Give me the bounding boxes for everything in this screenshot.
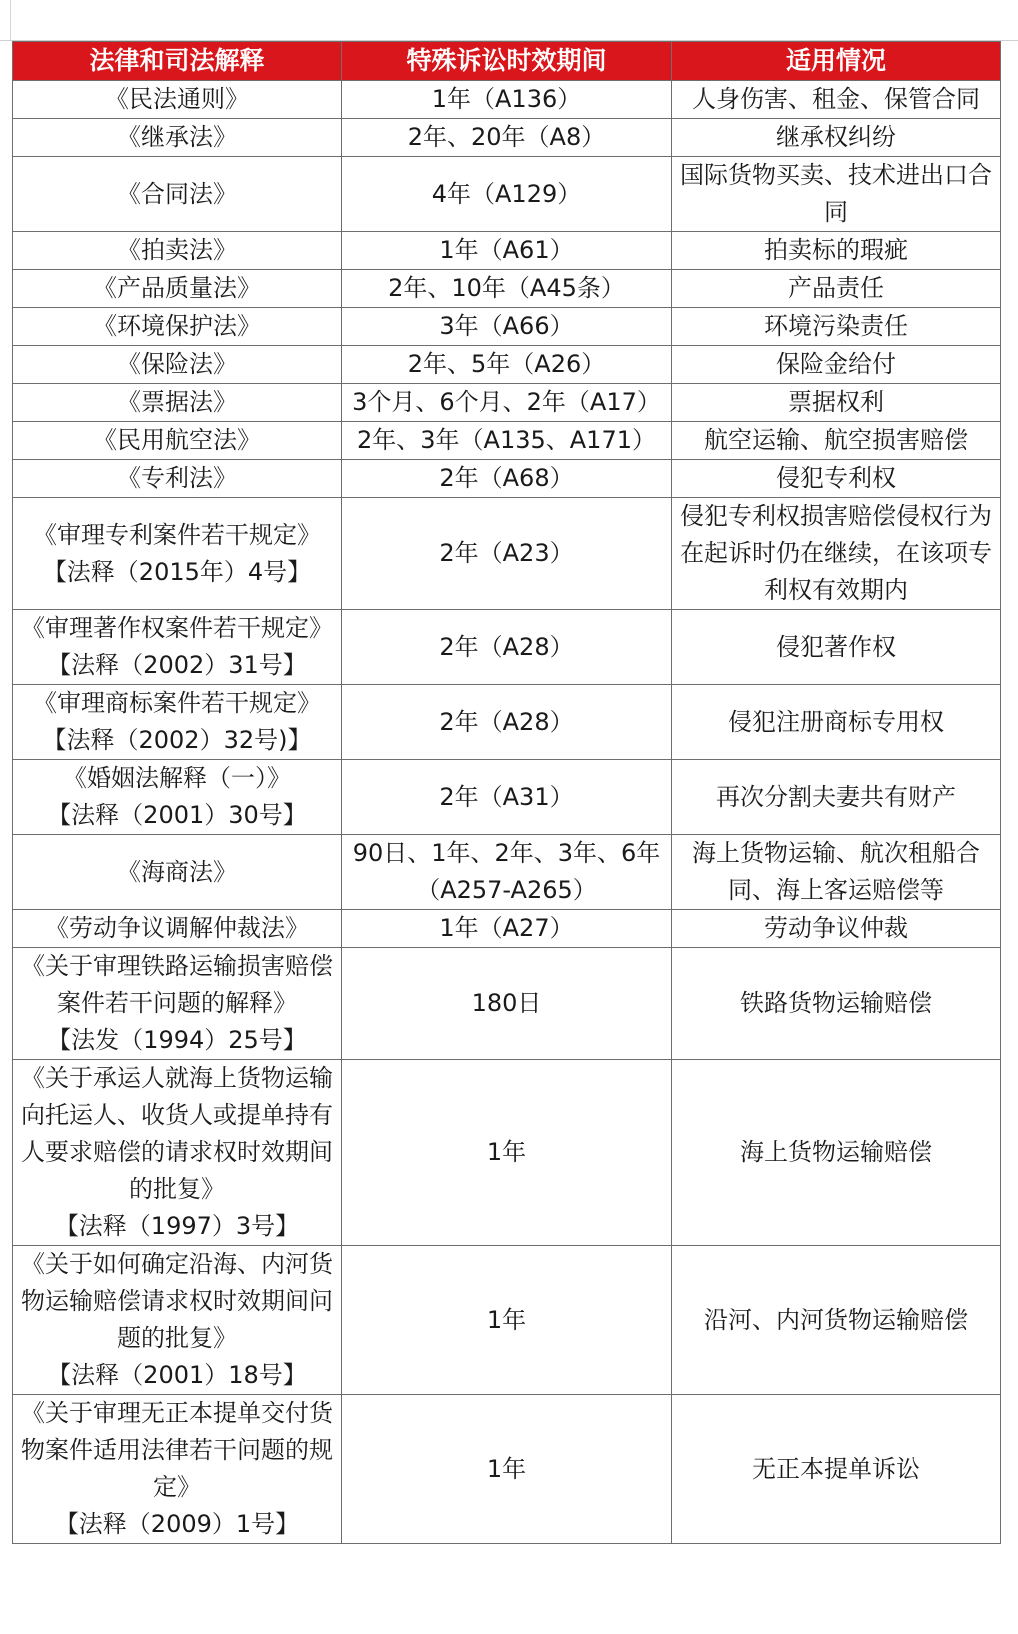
law-cell-text: 【法发（1994）25号】 (47, 1026, 307, 1054)
law-cell-text: 【法释（2015年）4号】 (42, 557, 312, 586)
period-cell-text: 2年（A31） (439, 782, 574, 811)
scope-cell-text: 海上货物运输、航次租船合同、海上客运赔偿等 (692, 839, 980, 904)
law-cell (13, 685, 342, 760)
scope-cell (672, 460, 1001, 498)
scope-cell-text: 票据权利 (788, 388, 884, 416)
scope-cell-text: 人身伤害、租金、保管合同 (692, 85, 980, 113)
table-row (13, 498, 1001, 610)
law-cell (13, 498, 342, 610)
scope-cell (672, 1246, 1001, 1395)
top-bar-divider (10, 0, 11, 40)
header-scope: 适用情况 (672, 42, 1001, 81)
law-cell-text: 【法释（2002）31号】 (47, 651, 307, 679)
period-cell-text: 1年（A27） (439, 914, 574, 942)
table-row (13, 232, 1001, 270)
table-row (13, 308, 1001, 346)
law-cell-text: 《拍卖法》 (117, 236, 237, 264)
period-cell (342, 422, 672, 460)
table-row (13, 1246, 1001, 1395)
period-cell-text: 1年 (486, 1305, 527, 1334)
scope-cell-text: 国际货物买卖、技术进出口合同 (680, 161, 992, 226)
scope-cell (672, 81, 1001, 119)
period-cell (342, 835, 672, 910)
scope-cell (672, 948, 1001, 1060)
period-cell (342, 119, 672, 157)
law-cell (13, 81, 342, 119)
period-cell (342, 1060, 672, 1246)
law-cell-text: 《海商法》 (117, 857, 237, 886)
law-cell-text: 【法释（2009）1号】 (54, 1510, 300, 1538)
law-cell (13, 346, 342, 384)
law-cell (13, 384, 342, 422)
scope-cell-text: 保险金给付 (776, 350, 896, 378)
law-cell-text: 【法释（2002）32号)】 (42, 726, 312, 754)
scope-cell-text: 侵犯专利权损害赔偿侵权行为在起诉时仍在继续，在该项专利权有效期内 (680, 502, 992, 604)
law-cell-text: 【法释（2001）30号】 (47, 801, 307, 829)
law-cell (13, 308, 342, 346)
law-cell (13, 270, 342, 308)
table-row (13, 346, 1001, 384)
period-cell (342, 948, 672, 1060)
limitation-period-table (12, 41, 1001, 1544)
scope-cell-text: 再次分割夫妻共有财产 (716, 782, 956, 811)
scope-cell (672, 384, 1001, 422)
scope-cell (672, 835, 1001, 910)
law-cell (13, 948, 342, 1060)
period-cell-text: 1年 (486, 1454, 527, 1483)
table-row (13, 157, 1001, 232)
scope-cell (672, 610, 1001, 685)
law-cell-text: 《继承法》 (117, 123, 237, 151)
law-cell-text: 《民用航空法》 (93, 426, 261, 454)
law-cell-text: 【法释（1997）3号】 (54, 1212, 300, 1240)
law-cell-text: 【法释（2001）18号】 (47, 1361, 307, 1389)
scope-cell-text: 沿河、内河货物运输赔偿 (704, 1305, 968, 1334)
period-cell-text: 2年（A28） (439, 632, 574, 661)
scope-cell-text: 继承权纠纷 (776, 123, 896, 151)
period-cell-text: 2年（A28） (439, 707, 574, 736)
law-cell (13, 760, 342, 835)
period-cell-text: 2年、5年（A26） (407, 350, 606, 378)
scope-cell (672, 498, 1001, 610)
period-cell-text: 1年 (486, 1138, 527, 1166)
table-row (13, 384, 1001, 422)
period-cell-text: 3个月、6个月、2年（A17） (352, 388, 661, 416)
scope-cell (672, 232, 1001, 270)
table-row (13, 760, 1001, 835)
period-cell (342, 610, 672, 685)
scope-cell-text: 海上货物运输赔偿 (740, 1138, 932, 1166)
law-cell (13, 1246, 342, 1395)
law-cell-text: 《产品质量法》 (93, 274, 261, 302)
law-cell (13, 610, 342, 685)
period-cell (342, 346, 672, 384)
table-row (13, 81, 1001, 119)
table-row (13, 119, 1001, 157)
period-cell-text: 2年、10年（A45条） (388, 274, 625, 302)
period-cell (342, 910, 672, 948)
period-cell-text: 2年（A23） (439, 539, 574, 567)
law-cell-text: 《审理著作权案件若干规定》 (21, 614, 333, 642)
period-cell (342, 81, 672, 119)
scope-cell (672, 119, 1001, 157)
law-cell-text: 《专利法》 (117, 464, 237, 492)
table-row (13, 1060, 1001, 1246)
period-cell-text: 2年、3年（A135、A171） (357, 426, 656, 454)
law-cell (13, 910, 342, 948)
table-row (13, 948, 1001, 1060)
header-law: 法律和司法解释 (13, 42, 342, 81)
table-row (13, 610, 1001, 685)
table-row (13, 1395, 1001, 1544)
scope-cell-text: 铁路货物运输赔偿 (740, 989, 932, 1017)
law-cell-text: 《关于审理无正本提单交付货物案件适用法律若干问题的规定》 (21, 1399, 333, 1501)
law-cell-text: 《关于如何确定沿海、内河货物运输赔偿请求权时效期间问题的批复》 (21, 1250, 333, 1352)
scope-cell-text: 拍卖标的瑕疵 (764, 236, 908, 264)
period-cell-text: 90日、1年、2年、3年、6年（A257-A265） (352, 839, 661, 904)
table-row (13, 910, 1001, 948)
table-body (13, 81, 1001, 1544)
law-cell (13, 119, 342, 157)
period-cell (342, 384, 672, 422)
table-row (13, 270, 1001, 308)
scope-cell-text: 航空运输、航空损害赔偿 (704, 426, 968, 454)
period-cell-text: 3年（A66） (439, 312, 574, 340)
period-cell (342, 460, 672, 498)
table-row (13, 685, 1001, 760)
law-cell (13, 1395, 342, 1544)
scope-cell (672, 910, 1001, 948)
period-cell-text: 1年（A61） (439, 236, 574, 264)
scope-cell (672, 157, 1001, 232)
law-cell-text: 《审理专利案件若干规定》 (33, 520, 321, 549)
law-cell-text: 《婚姻法解释（一）》 (63, 764, 291, 792)
scope-cell (672, 422, 1001, 460)
period-cell (342, 498, 672, 610)
law-cell-text: 《环境保护法》 (93, 312, 261, 340)
law-cell-text: 《民法通则》 (105, 85, 249, 113)
scope-cell-text: 无正本提单诉讼 (752, 1454, 920, 1483)
law-cell (13, 232, 342, 270)
period-cell (342, 685, 672, 760)
scope-cell-text: 侵犯专利权 (776, 464, 896, 492)
document-top-bar (0, 0, 1018, 41)
law-cell-text: 《合同法》 (117, 179, 237, 208)
period-cell (342, 270, 672, 308)
law-cell (13, 422, 342, 460)
scope-cell (672, 1060, 1001, 1246)
period-cell (342, 760, 672, 835)
period-cell-text: 4年（A129） (431, 179, 582, 208)
period-cell-text: 2年、20年（A8） (407, 123, 606, 151)
scope-cell-text: 劳动争议仲裁 (764, 914, 908, 942)
period-cell (342, 1395, 672, 1544)
scope-cell (672, 760, 1001, 835)
law-cell (13, 157, 342, 232)
period-cell (342, 308, 672, 346)
table-row (13, 422, 1001, 460)
law-cell (13, 460, 342, 498)
scope-cell (672, 1395, 1001, 1544)
scope-cell (672, 270, 1001, 308)
law-cell (13, 835, 342, 910)
law-cell-text: 《保险法》 (117, 350, 237, 378)
table-row (13, 835, 1001, 910)
scope-cell-text: 侵犯著作权 (776, 632, 896, 661)
law-cell-text: 《票据法》 (117, 388, 237, 416)
law-cell-text: 《审理商标案件若干规定》 (33, 689, 321, 717)
period-cell (342, 1246, 672, 1395)
scope-cell (672, 346, 1001, 384)
scope-cell-text: 侵犯注册商标专用权 (728, 707, 944, 736)
header-period: 特殊诉讼时效期间 (342, 42, 672, 81)
period-cell-text: 180日 (471, 989, 542, 1017)
period-cell (342, 157, 672, 232)
law-cell-text: 《关于承运人就海上货物运输向托运人、收货人或提单持有人要求赔偿的请求权时效期间的批复》 (21, 1064, 333, 1203)
law-cell-text: 《关于审理铁路运输损害赔偿案件若干问题的解释》 (21, 952, 333, 1017)
table-header-row (13, 42, 1001, 81)
table-row (13, 460, 1001, 498)
scope-cell (672, 308, 1001, 346)
period-cell (342, 232, 672, 270)
scope-cell-text: 环境污染责任 (764, 312, 908, 340)
scope-cell-text: 产品责任 (788, 274, 884, 302)
law-cell (13, 1060, 342, 1246)
scope-cell (672, 685, 1001, 760)
period-cell-text: 1年（A136） (431, 85, 582, 113)
law-cell-text: 《劳动争议调解仲裁法》 (45, 914, 309, 942)
period-cell-text: 2年（A68） (439, 464, 574, 492)
